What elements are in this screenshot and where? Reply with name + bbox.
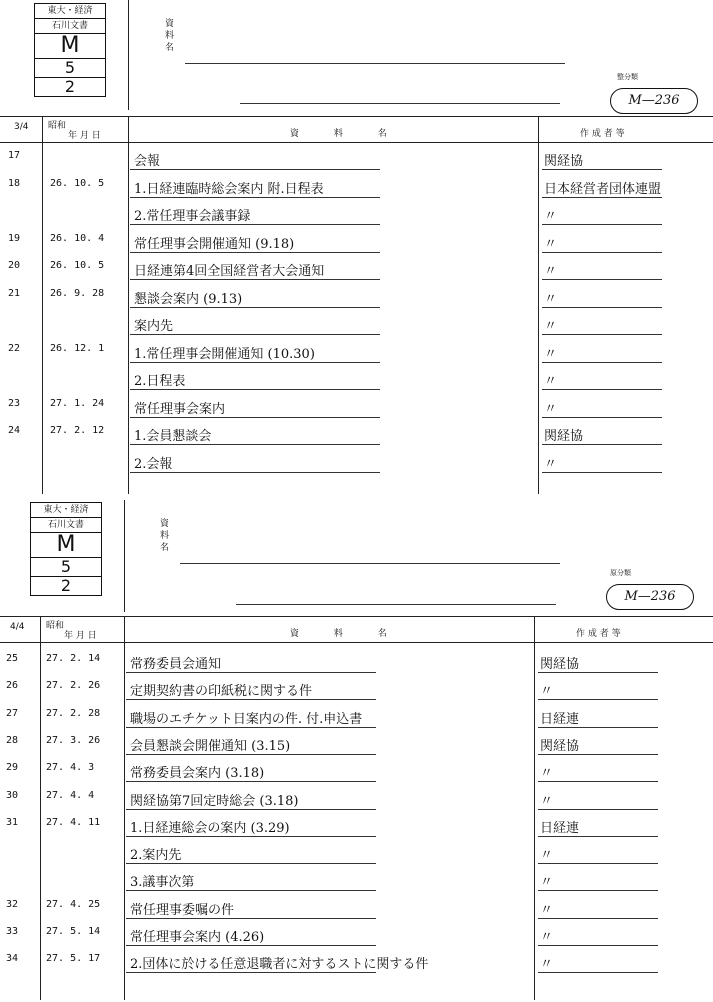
row-maker: 〃 [544,374,558,389]
row-maker: 日経連 [540,820,580,836]
row-date: 27. 2. 14 [46,653,101,664]
stamp-line-1: M [31,533,101,558]
header-no: 3/4 [14,122,29,132]
row-date: 27. 1. 24 [50,397,105,409]
stamp-owner: 東大・経済 [31,503,101,518]
row-number: 17 [8,150,21,161]
row-title: 関経協第7回定時総会 (3.18) [130,793,299,809]
shiryomei-label: 資料名 [165,19,175,53]
row-title: 常務委員会通知 [130,657,222,672]
row-title: 会員懇談会開催通知 (3.15) [130,738,291,754]
stamp-line-2: 5 [31,558,101,577]
row-title: 1.常任理事会開催通知 (10.30) [134,346,315,362]
row-title: 会報 [134,154,161,169]
row-title: 常任理事会案内 [134,401,226,417]
header-era: 昭和 [48,121,67,131]
row-number: 28 [6,734,19,746]
row-date: 27. 2. 28 [46,707,101,719]
row-title: 2.日程表 [134,374,186,389]
row-date: 27. 4. 11 [46,816,101,828]
row-number: 33 [6,926,19,937]
row-title: 常任理事委嘱の件 [130,902,235,918]
row-date: 27. 2. 12 [50,425,105,436]
row-number: 34 [6,953,19,965]
stamp-collection: 石川文書 [31,518,101,533]
row-title: 2.案内先 [130,848,182,864]
row-maker: 〃 [540,957,554,973]
row-maker: 関経協 [540,657,580,672]
row-title: 懇談会案内 (9.13) [134,291,243,307]
stamp-collection: 石川文書 [35,19,105,34]
stamp-line-1: M [35,34,105,59]
row-number: 19 [8,232,21,244]
row-number: 26 [6,680,19,692]
row-number: 31 [6,816,19,828]
row-date: 27. 5. 14 [46,926,101,937]
row-maker: 〃 [544,319,558,334]
row-maker: 〃 [544,264,558,279]
row-date: 27. 4. 25 [46,898,101,910]
stamp-line-3: 2 [64,77,76,96]
code-label: 原分類 [610,569,631,577]
collection-stamp [34,3,106,97]
row-title: 2.団体に於ける任意退職者に対するストに関する件 [130,957,429,973]
row-maker: 〃 [540,902,554,918]
header-maker: 作 成 者 等 [580,129,625,139]
row-title: 定期契約書の印紙税に関する件 [130,684,313,700]
stamp-line-3: 2 [60,576,72,595]
row-title: 1.日経連総会の案内 (3.29) [130,820,290,836]
row-title: 職場のエチケット日案内の件. 付.申込書 [130,711,363,727]
row-title: 常任理事会開催通知 (9.18) [134,236,295,252]
row-maker: 〃 [540,793,554,809]
stamp-line-2: 5 [35,59,105,78]
row-date: 26. 10. 5 [50,260,105,271]
header-era: 昭和 [46,621,65,631]
record-card-2 [0,500,713,1002]
collection-stamp [30,502,102,596]
header-ymd: 年 月 日 [64,631,97,641]
row-date: 26. 10. 5 [50,177,105,189]
record-card-1 [0,0,713,495]
row-number: 25 [6,653,19,664]
row-maker: 〃 [540,848,554,864]
row-maker: 関経協 [540,738,580,754]
row-title: 2.常任理事会議事録 [134,209,251,224]
stamp-owner: 東大・経済 [35,4,105,19]
header-title: 資 料 名 [290,129,403,139]
row-maker: 〃 [544,401,558,417]
row-maker: 日本経営者団体連盟 [544,181,662,197]
row-maker: 〃 [544,236,558,252]
row-maker: 日経連 [540,711,580,727]
row-date: 26. 10. 4 [50,232,105,244]
row-number: 30 [6,789,19,801]
row-date: 26. 12. 1 [50,342,105,354]
row-number: 21 [8,287,21,299]
row-date: 26. 9. 28 [50,287,105,299]
row-number: 24 [8,425,21,436]
row-title: 日経連第4回全国経営者大会通知 [134,264,325,279]
code-label: 整分類 [617,73,638,81]
row-title: 1.日経連臨時総会案内 附.日程表 [134,181,324,197]
row-maker: 関経協 [544,429,584,444]
row-date: 27. 2. 26 [46,680,101,692]
row-maker: 〃 [544,456,558,472]
row-maker: 〃 [540,766,554,782]
row-date: 27. 5. 17 [46,953,101,965]
shiryomei-label: 資料名 [160,519,170,553]
row-date: 27. 3. 26 [46,734,101,746]
header-no: 4/4 [10,622,25,632]
row-maker: 〃 [540,930,554,945]
row-title: 3.議事次第 [130,875,195,891]
row-number: 18 [8,177,21,189]
row-maker: 関経協 [544,154,584,169]
row-date: 27. 4. 3 [46,762,95,774]
row-number: 22 [8,342,21,354]
row-number: 23 [8,397,21,409]
row-number: 20 [8,260,21,271]
classification-code: M—236 [610,88,698,114]
row-maker: 〃 [544,209,558,224]
header-ymd: 年 月 日 [68,131,101,141]
row-maker: 〃 [540,684,554,700]
classification-code: M—236 [606,584,694,610]
row-title: 2.会報 [134,456,173,472]
header-title: 資 料 名 [290,629,403,639]
row-date: 27. 4. 4 [46,789,95,801]
row-title: 1.会員懇談会 [134,429,212,444]
row-maker: 〃 [540,875,554,891]
row-title: 常任理事会案内 (4.26) [130,930,265,945]
row-number: 32 [6,898,19,910]
header-maker: 作 成 者 等 [576,629,621,639]
row-title: 常務委員会案内 (3.18) [130,766,265,782]
row-number: 29 [6,762,19,774]
row-maker: 〃 [544,346,558,362]
row-number: 27 [6,707,19,719]
row-title: 案内先 [134,319,174,334]
row-maker: 〃 [544,291,558,307]
